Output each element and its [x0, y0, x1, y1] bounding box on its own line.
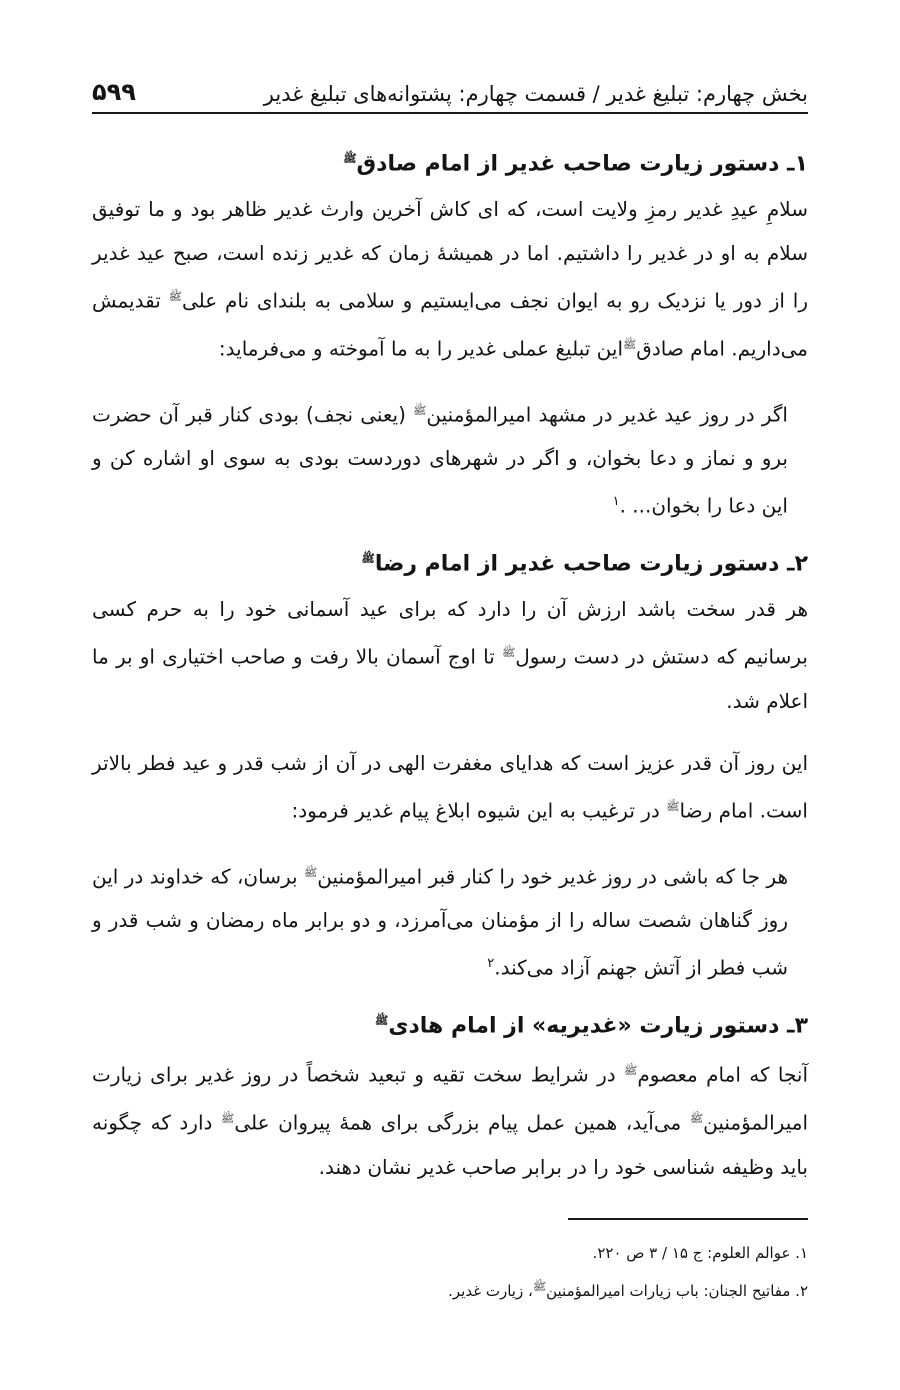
running-header	[92, 70, 808, 114]
footnote-ref-1[interactable]: ۱	[612, 494, 620, 510]
section-3-paragraph: آنجا که امام معصوم$^ﷺ$ در شرایط سخت تقیه و تبعید شخصاً در روز غدیر برای زیارت امیرالمؤمنین$^ﷺ$ می‌آید، همین عمل پیام بزرگی برای همهٔ پیروان علی$^ﷺ$ دارد که چگونه باید وظیفه شناسی خود را در برابر صاحب غدیر نشان دهند.	[92, 1062, 809, 1179]
honorific-mark: ﷺ	[375, 1013, 389, 1027]
honorific-mark: ﷺ	[413, 403, 427, 417]
footnotes	[92, 1236, 808, 1308]
footnote-separator	[568, 1218, 808, 1220]
footnote-2: ۲. مفاتیح الجنان: باب زیارات امیرالمؤمنین$^ﷺ$، زیارت غدیر.	[448, 1280, 808, 1300]
section-1-quote: اگر در روز عید غدیر در مشهد امیرالمؤمنین$^ﷺ$ (یعنی نجف) بودی کنار قبر آن حضرت برو و نماز و دعا بخوان، و اگر در شهرهای دوردست بودی به سوی او اشاره کن و این دعا را بخوان... .$^۱$	[92, 402, 788, 518]
section-2-quote: هر جا که باشی در روز غدیر خود را کنار قبر امیرالمؤمنین$^ﷺ$ برسان، که خداوند در این روز گناهان شصت ساله را از مؤمنان می‌آمرزد، و دو برابر ماه رمضان و شب قدر و شب فطر از آتش جهنم آزاد می‌کند.$^۲$	[92, 864, 788, 980]
section-2-paragraph-1: هر قدر سخت باشد ارزش آن را دارد که برای عید آسمانی خود را به حرم کسی برسانیم که دستش در دست رسول$^ﷺ$ تا اوج آسمان بالا رفت و صاحب اختیاری او بر ما اعلام شد.	[92, 597, 809, 713]
honorific-mark: ﷺ	[624, 1064, 638, 1078]
honorific-mark: ﷺ	[501, 646, 516, 660]
honorific-mark: ﷺ	[689, 1111, 704, 1125]
page-number: ۵۹۹	[92, 78, 136, 106]
honorific-mark: ﷺ	[168, 290, 182, 304]
section-heading-2: ۲ـ دستور زیارت صاحب غدیر از امام رضا$^ﷺ$	[361, 551, 808, 577]
honorific-mark: ﷺ	[623, 337, 637, 351]
honorific-mark: ﷺ	[666, 799, 680, 813]
section-2-paragraph-2: این روز آن قدر عزیز است که هدایای مغفرت الهی در آن از شب قدر و عید فطر بالاتر است. امام رضا$^ﷺ$ در ترغیب به این شیوه ابلاغ پیام غدیر فرمود:	[92, 750, 808, 823]
footnote-1: ۱. عوالم العلوم: ج ۱۵ / ۳ ص ۲۲۰.	[592, 1244, 808, 1262]
honorific-mark: ﷺ	[221, 1111, 235, 1125]
honorific-mark: ﷺ	[303, 865, 318, 879]
honorific-mark: ﷺ	[532, 1280, 547, 1293]
section-heading-3: ۳ـ دستور زیارت «غدیریه» از امام هادی$^ﷺ$	[375, 1013, 808, 1039]
honorific-mark: ﷺ	[343, 152, 357, 165]
section-heading-1: ۱ـ دستور زیارت صاحب غدیر از امام صادق$^ﷺ$	[343, 151, 808, 177]
page-content	[92, 140, 808, 1189]
footnote-ref-2[interactable]: ۲	[487, 956, 495, 972]
honorific-mark: ﷺ	[361, 551, 375, 565]
header-title: بخش چهارم: تبلیغ غدیر / قسمت چهارم: پشتوانه‌های تبلیغ غدیر	[263, 82, 808, 106]
section-1-paragraph: سلامِ عیدِ غدیر رمزِ ولایت است، که ای کاش آخرین وارث غدیر ظاهر بود و ما توفیق سلام به او در غدیر را داشتیم. اما در همیشهٔ زمان که غدیر زنده است، صبح عید غدیر را از دور یا نزدیک رو به ایوان نجف می‌ایستیم و سلامی به بلندای نام علی$^ﷺ$ تقدیمش می‌داریم. امام صادق$^ﷺ$این تبلیغ عملی غدیر را به ما آموخته و می‌فرماید:	[92, 197, 808, 361]
